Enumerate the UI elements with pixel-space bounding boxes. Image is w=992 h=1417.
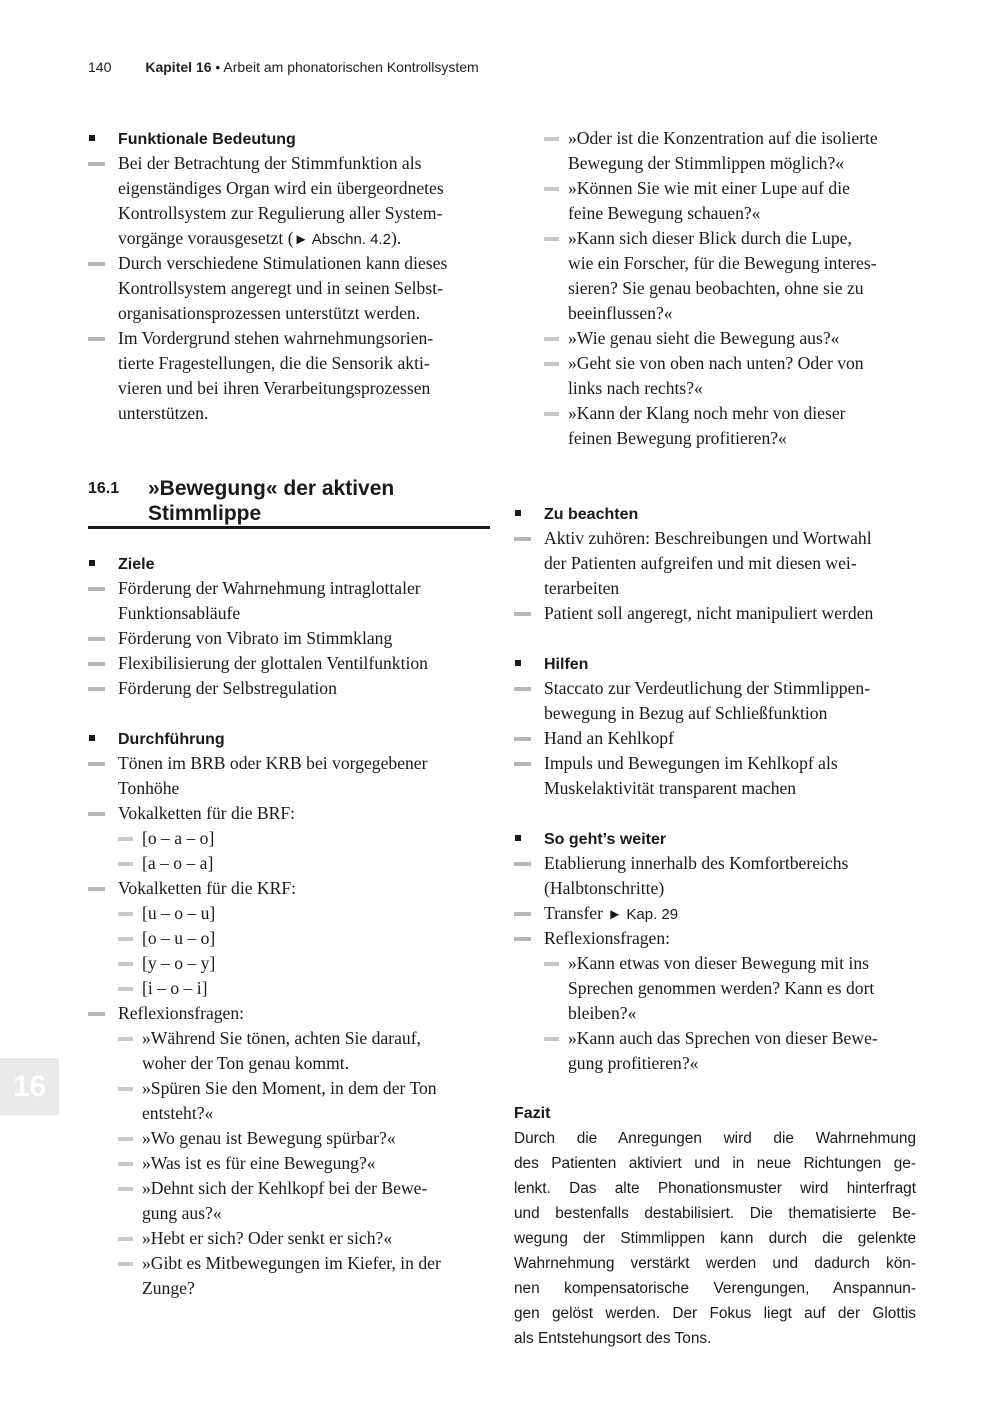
list-item: Im Vordergrund stehen wahrnehmungsorien- [88,326,490,351]
heading-hilfen: Hilfen [514,651,916,676]
dash-bullet-icon [88,337,105,341]
sub-list-item: »Wo genau ist Bewegung spürbar?« [88,1126,490,1151]
right-column: »Oder ist die Konzentration auf die isolierte Bewegung der Stimmlippen möglich?« »Können Sie wie mit einer Lupe auf die feine Bewegung schauen?« »Kann sich dieser Blick durch die Lupe, wie ein Forscher, für die Bewegung interes- sieren? Sie genau beobachten, ohne sie zu beeinflussen?« »Wie genau sieht die Bewegung aus?« »Geht sie von oben nach unten? Oder von links nach rechts?« »Kann der Klang noch mehr von dieser feinen Bewegung profitieren?« Zu beachten Aktiv zuhören: Beschreibungen und Wortwahl der Patienten aufgreifen und mit diesen wei- terarbeiten Patient soll angeregt, nicht manipuliert werden Hilfen Staccato zur Verdeutlichung der Stimmlippen- bewegung in Bezug auf Schließfunktion Hand an Kehlkopf Impuls und Bewegungen im Kehlkopf als Muskelaktivität transparent machen So geht’s weiter Etablierung innerhalb des Komfortbereichs (Halbtonschritte) Transfer ► Kap. 29 Reflexionsfragen: »Kann etwas von dieser Bewegung mit ins Sprechen genommen werden? Kann es dort bleiben?« »Kann auch das Sprechen von dieser Bewe- gung profitieren?« Fazit Durch die Anregungen wird die Wahrnehmung des Patienten aktiviert und in neue Richtungen ge- lenkt. Das alte Phonationsmuster wird hinterfragt und bestenfalls destabilisiert. Die thematisierte Be- wegung der Stimmlippen kann durch die gelenkte Wahrnehmung verstärkt werden und dadurch kön- nen kompensatorische Verengungen, Anspannun- gen gelöst werden. Der Fokus liegt auf der Glottis als Entstehungsort des Tons. [514,126,916,1351]
fazit-text-line: lenkt. Das alte Phonationsmuster wird hinterfragt [514,1180,916,1197]
chapter-thumb-tab: 16 [0,1058,59,1115]
list-item: Reflexionsfragen: [514,926,916,951]
sub-list-item: »Während Sie tönen, achten Sie darauf, [88,1026,490,1051]
running-head [88,59,479,75]
list-item: Vokalketten für die KRF: [88,876,490,901]
sub-list-item: »Was ist es für eine Bewegung?« [88,1151,490,1176]
sub-list-item: [u – o – u] [88,901,490,926]
sub-list-item: [o – a – o] [88,826,490,851]
dash-bullet-icon [88,162,105,166]
dash-bullet-icon [88,1012,105,1016]
sub-list-item: »Dehnt sich der Kehlkopf bei der Bewe- [88,1176,490,1201]
dash-bullet-icon [514,912,531,916]
heading-durchfuehrung: Durchführung [88,726,490,751]
fazit-heading: Fazit [514,1105,551,1122]
square-bullet-icon [89,735,95,741]
dash-bullet-icon [118,1137,133,1141]
dash-bullet-icon [118,1162,133,1166]
list-item: Impuls und Bewegungen im Kehlkopf als [514,751,916,776]
list-item: Patient soll angeregt, nicht manipuliert werden [514,601,916,626]
list-item: Förderung von Vibrato im Stimmklang [88,626,490,651]
sub-list-item: [o – u – o] [88,926,490,951]
list-item: Staccato zur Verdeutlichung der Stimmlippen- [514,676,916,701]
dash-bullet-icon [118,912,133,916]
running-head-separator: • [211,59,224,75]
dash-bullet-icon [88,687,105,691]
square-bullet-icon [89,560,95,566]
dash-bullet-icon [514,687,531,691]
chapter-title: Arbeit am phonatorischen Kontrollsystem [223,59,479,75]
sub-list-item: »Gibt es Mitbewegungen im Kiefer, in der [88,1251,490,1276]
fazit-text-line: Durch die Anregungen wird die Wahrnehmung [514,1130,916,1147]
dash-bullet-icon [118,1262,133,1266]
sub-list-item: »Können Sie wie mit einer Lupe auf die [514,176,916,201]
heading-funktionale-bedeutung: Funktionale Bedeutung [88,126,490,151]
sub-list-item: »Kann sich dieser Blick durch die Lupe, [514,226,916,251]
list-item: Flexibilisierung der glottalen Ventilfunktion [88,651,490,676]
dash-bullet-icon [544,187,559,191]
sub-list-item: »Geht sie von oben nach unten? Oder von [514,351,916,376]
sub-list-item: [a – o – a] [88,851,490,876]
dash-bullet-icon [544,237,559,241]
dash-bullet-icon [88,762,105,766]
section-number: 16.1 [88,480,120,497]
dash-bullet-icon [118,987,133,991]
fazit-text-line: Wahrnehmung verstärkt werden und dadurch kön- [514,1255,916,1272]
dash-bullet-icon [544,362,559,366]
list-item: Aktiv zuhören: Beschreibungen und Wortwahl [514,526,916,551]
list-item: Hand an Kehlkopf [514,726,916,751]
heading-ziele: Ziele [88,551,490,576]
fazit-text-line: nen kompensatorische Verengungen, Anspannun- [514,1280,916,1297]
page-number: 140 [88,59,112,75]
sub-list-item: »Kann der Klang noch mehr von dieser [514,401,916,426]
dash-bullet-icon [544,962,559,966]
dash-bullet-icon [544,137,559,141]
dash-bullet-icon [88,587,105,591]
sub-list-item: »Oder ist die Konzentration auf die isolierte [514,126,916,151]
sub-list-item: »Kann auch das Sprechen von dieser Bewe- [514,1026,916,1051]
list-item: Etablierung innerhalb des Komfortbereichs [514,851,916,876]
dash-bullet-icon [118,937,133,941]
chapter-reference-link[interactable]: ► Kap. 29 [607,906,679,923]
dash-bullet-icon [118,1037,133,1041]
dash-bullet-icon [544,412,559,416]
fazit-text-line: als Entstehungsort des Tons. [514,1330,712,1347]
dash-bullet-icon [88,887,105,891]
section-title: »Bewegung« der aktiven [148,477,395,500]
dash-bullet-icon [544,337,559,341]
sub-list-item: [y – o – y] [88,951,490,976]
list-item: Förderung der Wahrnehmung intraglottaler [88,576,490,601]
fazit-text-line: gen gelöst werden. Der Fokus liegt auf der Glottis [514,1305,916,1322]
dash-bullet-icon [514,537,531,541]
list-item: Förderung der Selbstregulation [88,676,490,701]
square-bullet-icon [89,135,95,141]
section-reference-link[interactable]: ► Abschn. 4.2 [293,231,391,248]
heading-zu-beachten: Zu beachten [514,501,916,526]
list-item: Reflexionsfragen: [88,1001,490,1026]
square-bullet-icon [515,835,521,841]
chapter-label: Kapitel 16 [145,59,212,75]
list-item: Bei der Betrachtung der Stimmfunktion als [88,151,490,176]
dash-bullet-icon [118,862,133,866]
list-item: Durch verschiedene Stimulationen kann dieses [88,251,490,276]
left-column: Funktionale Bedeutung Bei der Betrachtung der Stimmfunktion als eigenständiges Organ wird ein übergeordnetes Kontrollsystem zur Regulierung aller System- vorgänge vorausgesetzt (► Abschn. 4.2). Durch verschiedene Stimulationen kann dieses Kontrollsystem angeregt und in seinen Selbst- organisationsprozessen unterstützt werden. Im Vordergrund stehen wahrnehmungsorien- tierte Fragestellungen, die die Sensorik akti- vieren und bei ihren Verarbeitungsprozessen unterstützen. 16.1 »Bewegung« der aktiven Stimmlippe Ziele Förderung der Wahrnehmung intraglottaler Funktionsabläufe Förderung von Vibrato im Stimmklang Flexibilisierung der glottalen Ventilfunktion Förderung der Selbstregulation Durchführung Tönen im BRB oder KRB bei vorgegebener Tonhöhe Vokalketten für die BRF: [o – a – o] [a – o – a] Vokalketten für die KRF: [u – o – u] [o – u – o] [y – o – y] [i – o – i] Reflexionsfragen: »Während Sie tönen, achten Sie darauf, woher der Ton genau kommt. »Spüren Sie den Moment, in dem der Ton entsteht?« »Wo genau ist Bewegung spürbar?« »Was ist es für eine Bewegung?« »Dehnt sich der Kehlkopf bei der Bewe- gung aus?« »Hebt er sich? Oder senkt er sich?« »Gibt es Mitbewegungen im Kiefer, in der Zunge? [88,126,490,1301]
square-bullet-icon [515,510,521,516]
dash-bullet-icon [118,962,133,966]
fazit-text-line: des Patienten aktiviert und in neue Richtungen ge- [514,1155,916,1172]
section-title-line2: Stimmlippe [148,502,262,525]
dash-bullet-icon [88,662,105,666]
dash-bullet-icon [88,262,105,266]
dash-bullet-icon [514,737,531,741]
dash-bullet-icon [88,637,105,641]
dash-bullet-icon [118,1187,133,1191]
square-bullet-icon [515,660,521,666]
dash-bullet-icon [118,1237,133,1241]
dash-bullet-icon [118,837,133,841]
sub-list-item: »Hebt er sich? Oder senkt er sich?« [88,1226,490,1251]
dash-bullet-icon [514,762,531,766]
dash-bullet-icon [514,937,531,941]
fazit-text-line: wegung der Stimmlippen kann durch die gelenkte [514,1230,916,1247]
dash-bullet-icon [544,1037,559,1041]
sub-list-item: [i – o – i] [88,976,490,1001]
dash-bullet-icon [514,612,531,616]
dash-bullet-icon [88,812,105,816]
heading-so-gehts-weiter: So geht’s weiter [514,826,916,851]
sub-list-item: »Kann etwas von dieser Bewegung mit ins [514,951,916,976]
dash-bullet-icon [118,1087,133,1091]
list-item: Vokalketten für die BRF: [88,801,490,826]
sub-list-item: »Wie genau sieht die Bewegung aus?« [514,326,916,351]
section-heading [88,476,490,526]
list-item: Tönen im BRB oder KRB bei vorgegebener [88,751,490,776]
list-item: Transfer ► Kap. 29 [514,901,916,926]
dash-bullet-icon [514,862,531,866]
sub-list-item: »Spüren Sie den Moment, in dem der Ton [88,1076,490,1101]
fazit-text-line: und bestenfalls destabilisiert. Die thematisierte Be- [514,1205,916,1222]
